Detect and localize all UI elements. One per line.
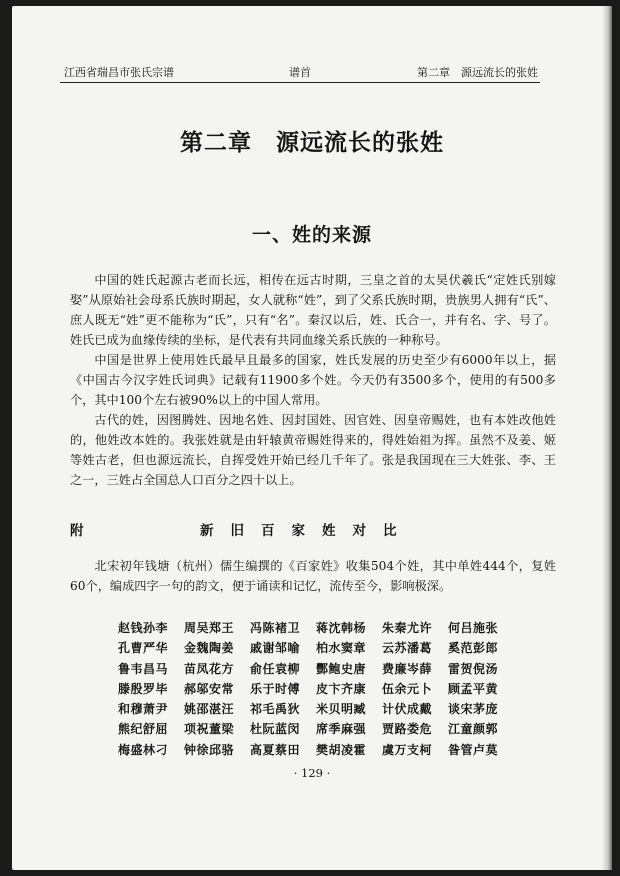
paragraph: 中国是世界上使用姓氏最早且最多的国家，姓氏发展的历史至少有6000年以上，据《中国古今汉字姓氏词典》记载有11900多个姓。今天仍有3500多个，使用的有500多个，其中100个左右被90%以上的中国人常用。 (70, 353, 556, 407)
surname-group: 云苏潘葛 (382, 641, 433, 656)
surname-group: 计伏成戴 (382, 702, 433, 717)
surname-group: 雷贺倪汤 (448, 661, 499, 676)
surname-group: 梅盛林刁 (118, 742, 169, 757)
header-left: 江西省瑞昌市张氏宗谱 (64, 66, 174, 79)
surname-group: 孔曹严华 (118, 641, 169, 656)
surname-group: 俞任袁柳 (250, 661, 301, 676)
surname-group: 周吴郑王 (184, 621, 235, 635)
appendix-intro (70, 556, 556, 596)
book-page (12, 6, 612, 870)
surname-group: 戚谢邹喻 (250, 641, 301, 656)
header-center: 谱首 (289, 66, 311, 79)
surname-group: 高夏蔡田 (250, 742, 301, 757)
surname-group: 米贝明臧 (316, 702, 367, 717)
section-title: 一、姓的来源 (251, 224, 372, 246)
surname-group: 朱秦尤许 (382, 621, 433, 635)
appendix-label: 附 (70, 523, 84, 539)
surname-group: 皮卞齐康 (316, 681, 367, 696)
surname-group: 金魏陶姜 (184, 641, 235, 656)
surname-group: 郝邬安常 (184, 681, 235, 696)
header-right: 第二章 源远流长的张姓 (417, 66, 538, 79)
paragraph: 北宋初年钱塘（杭州）儒生编撰的《百家姓》收集504个姓，其中单姓444个，复姓60个，编成四字一句的韵文，便于诵读和记忆，流传至今，影响极深。 (70, 559, 556, 593)
page-number: · 129 · (293, 766, 331, 780)
surname-group: 江童颜郭 (448, 722, 499, 737)
surname-group: 伍余元卜 (382, 681, 433, 696)
surname-group: 乐于时傅 (250, 681, 301, 696)
body-text (70, 270, 556, 490)
paragraph: 古代的姓，因图腾姓、因地名姓、因封国姓、因官姓、因皇帝赐姓，也有本姓改他姓的，他姓改本姓的。我张姓就是由轩辕黄帝赐姓得来的，得姓始祖为挥。虽然不及姜、姬等姓古老，但也源远流长，自挥受姓开始已经几千年了。张是我国现在三大姓张、李、王之一，三姓占全国总人口百分之四十以上。 (70, 413, 556, 487)
surname-group: 祁毛禹狄 (250, 702, 301, 717)
surname-group: 蒋沈韩杨 (316, 621, 367, 635)
surname-group: 虞万支柯 (382, 742, 433, 757)
surname-group: 谈宋茅庞 (448, 702, 499, 717)
surname-group: 钟徐邱骆 (184, 742, 235, 757)
surname-group: 苗凤花方 (184, 661, 235, 676)
appendix-title: 新旧百家姓对比 (200, 523, 414, 539)
surname-group: 鲁韦昌马 (118, 661, 169, 676)
surname-group: 席季麻强 (316, 722, 367, 737)
surname-group: 贾路娄危 (382, 722, 433, 737)
paragraph: 中国的姓氏起源古老而长远，相传在远古时期，三皇之首的太昊伏羲氏“定姓氏别嫁娶”从原始社会母系氏族时期起，女人就称“姓”，到了父系氏族时期，贵族男人拥有“氏”、庶人既无“姓”更不能称为“氏”，只有“名”。秦汉以后，姓、氏合一，并有名、字、号了。姓氏已成为血缘传续的坐标，是代表有共同血缘关系氏族的一种称号。 (70, 273, 556, 347)
surname-group: 费廉岑薛 (382, 661, 433, 676)
surname-group: 赵钱孙李 (118, 621, 169, 635)
surname-group: 冯陈褚卫 (250, 621, 301, 635)
running-header (60, 64, 540, 83)
surname-group: 酆鲍史唐 (316, 661, 367, 676)
surname-group: 熊纪舒屈 (118, 722, 169, 737)
surname-group: 奚范彭郎 (448, 641, 499, 656)
surname-group: 昝管卢莫 (448, 742, 499, 757)
surname-group: 姚邵湛汪 (184, 702, 235, 717)
surname-group: 何吕施张 (448, 621, 499, 635)
surname-group: 项祝董梁 (184, 722, 235, 737)
surname-group: 杜阮蓝闵 (250, 722, 301, 737)
surname-group: 滕殷罗毕 (118, 681, 169, 696)
surname-group: 樊胡凌霍 (316, 742, 367, 757)
surname-group: 和穆萧尹 (118, 702, 169, 717)
surname-table (118, 618, 512, 760)
chapter-title: 第二章 源远流长的张姓 (180, 129, 444, 156)
surname-group: 柏水窦章 (316, 641, 367, 656)
surname-group: 顾孟平黄 (448, 681, 499, 696)
